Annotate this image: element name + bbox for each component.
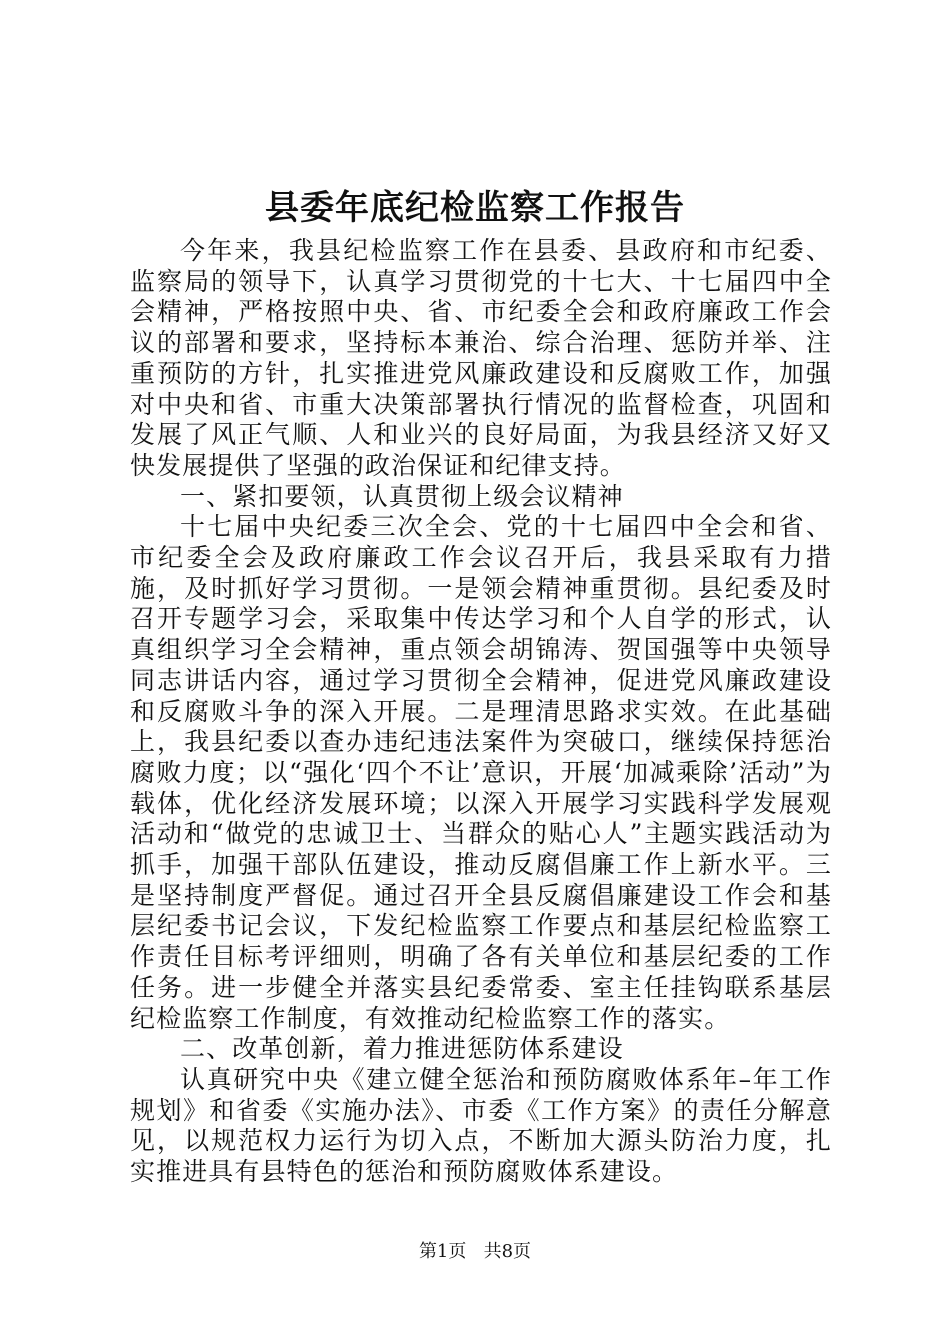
section-heading-2: 二、改革创新，着力推进惩防体系建设 [180,1034,624,1064]
page-footer [0,1240,950,1264]
section-heading-1: 一、紧扣要领，认真贯彻上级会议精神 [180,481,624,511]
page-separator [472,1241,478,1262]
document-title: 县委年底纪检监察工作报告 [265,188,685,228]
paragraph-intro: 今年来，我县纪检监察工作在县委、县政府和市纪委、监察局的领导下，认真学习贯彻党的十七大、十七届四中全会精神，严格按照中央、省、市纪委全会和政府廉政工作会议的部署和要求，坚持标本兼治、综合治理、惩防并举、注重预防的方针，扎实推进党风廉政建设和反腐败工作，加强对中央和省、市重大决策部署执行情况的监督检查，巩固和发展了风正气顺、人和业兴的良好局面，为我县经济又好又快发展提供了坚强的政治保证和纪律支持。 [130,236,832,480]
page-total: 共8页 [483,1241,532,1262]
document-body [130,236,832,1188]
page-number: 第1页 [418,1241,467,1262]
paragraph-section-2: 认真研究中央《建立健全惩治和预防腐败体系年–年工作规划》和省委《实施办法》、市委《工作方案》的责任分解意见，以规范权力运行为切入点，不断加大源头防治力度，扎实推进具有县特色的惩治和预防腐败体系建设。 [130,1064,832,1187]
paragraph-section-1: 十七届中央纪委三次全会、党的十七届四中全会和省、市纪委全会及政府廉政工作会议召开后，我县采取有力措施，及时抓好学习贯彻。一是领会精神重贯彻。县纪委及时召开专题学习会，采取集中传达学习和个人自学的形式，认真组织学习全会精神，重点领会胡锦涛、贺国强等中央领导同志讲话内容，通过学习贯彻全会精神，促进党风廉政建设和反腐败斗争的深入开展。二是理清思路求实效。在此基础上，我县纪委以查办违纪违法案件为突破口，继续保持惩治腐败力度；以“强化‘四个不让’意识，开展‘加减乘除’活动”为载体，优化经济发展环境；以深入开展学习实践科学发展观活动和“做党的忠诚卫士、当群众的贴心人”主题实践活动为抓手，加强干部队伍建设，推动反腐倡廉工作上新水平。三是坚持制度严督促。通过召开全县反腐倡廉建设工作会和基层纪委书记会议，下发纪检监察工作要点和基层纪检监察工作责任目标考评细则，明确了各有关单位和基层纪委的工作任务。进一步健全并落实县纪委常委、室主任挂钩联系基层纪检监察工作制度，有效推动纪检监察工作的落实。 [130,512,832,1033]
